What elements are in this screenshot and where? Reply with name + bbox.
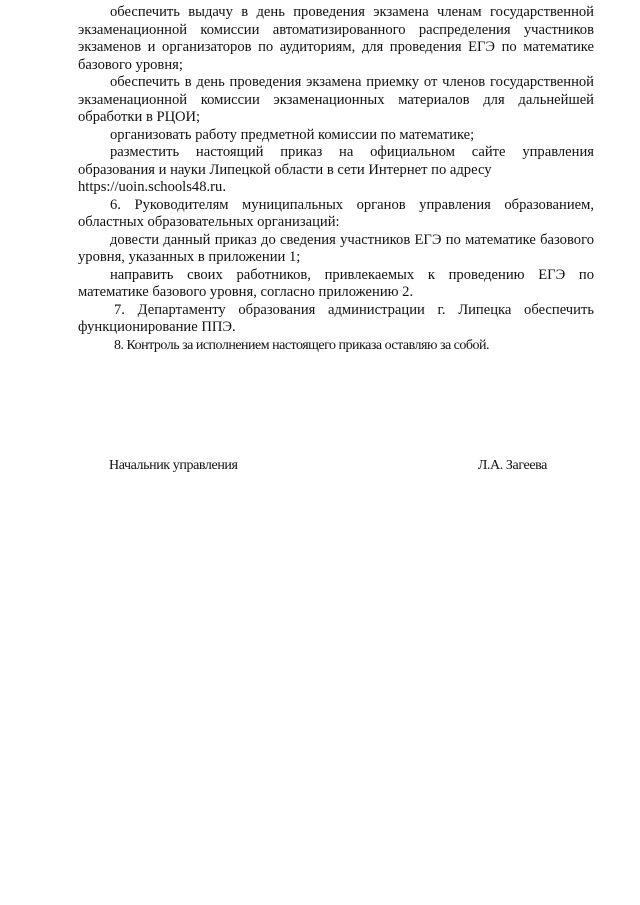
signatory-name: Л.А. Загеева [477,458,547,473]
document-body [78,4,594,354]
paragraph-inform-participants: довести данный приказ до сведения участников ЕГЭ по математике базового уровня, указанных в приложении 1; [78,231,594,265]
signatory-title: Начальник управления [109,458,238,473]
paragraph-item-8: 8. Контроль за исполнением настоящего приказа оставляю за собой. [114,337,490,353]
paragraph-publish-order: разместить настоящий приказ на официальном сайте управления образования и науки Липецкой области в сети Интернет по адресу [78,144,594,178]
paragraph-send-staff: направить своих работников, привлекаемых к проведению ЕГЭ по математике базового уровня, согласно приложению 2. [78,266,594,300]
paragraph-item-6: 6. Руководителям муниципальных органов управления образованием, областных образовательных организаций: [78,196,594,230]
paragraph-accept-materials: обеспечить в день проведения экзамена приемку от членов государственной экзаменационной комиссии экзаменационных материалов для дальнейшей обработки в РЦОИ; [78,74,594,125]
paragraph-item-7: 7. Департаменту образования администрации г. Липецка обеспечить функционирование ППЭ. [78,301,594,335]
paragraph-subject-commission: организовать работу предметной комиссии по математике; [110,126,475,143]
paragraph-website-url: https://uoin.schools48.ru. [78,179,226,195]
paragraph-issue-distribution: обеспечить выдачу в день проведения экзамена членам государственной экзаменационной комиссии автоматизированного распределения участников экзаменов и организаторов по аудиториям, для проведения ЕГЭ по математике базового уровня; [78,4,594,73]
